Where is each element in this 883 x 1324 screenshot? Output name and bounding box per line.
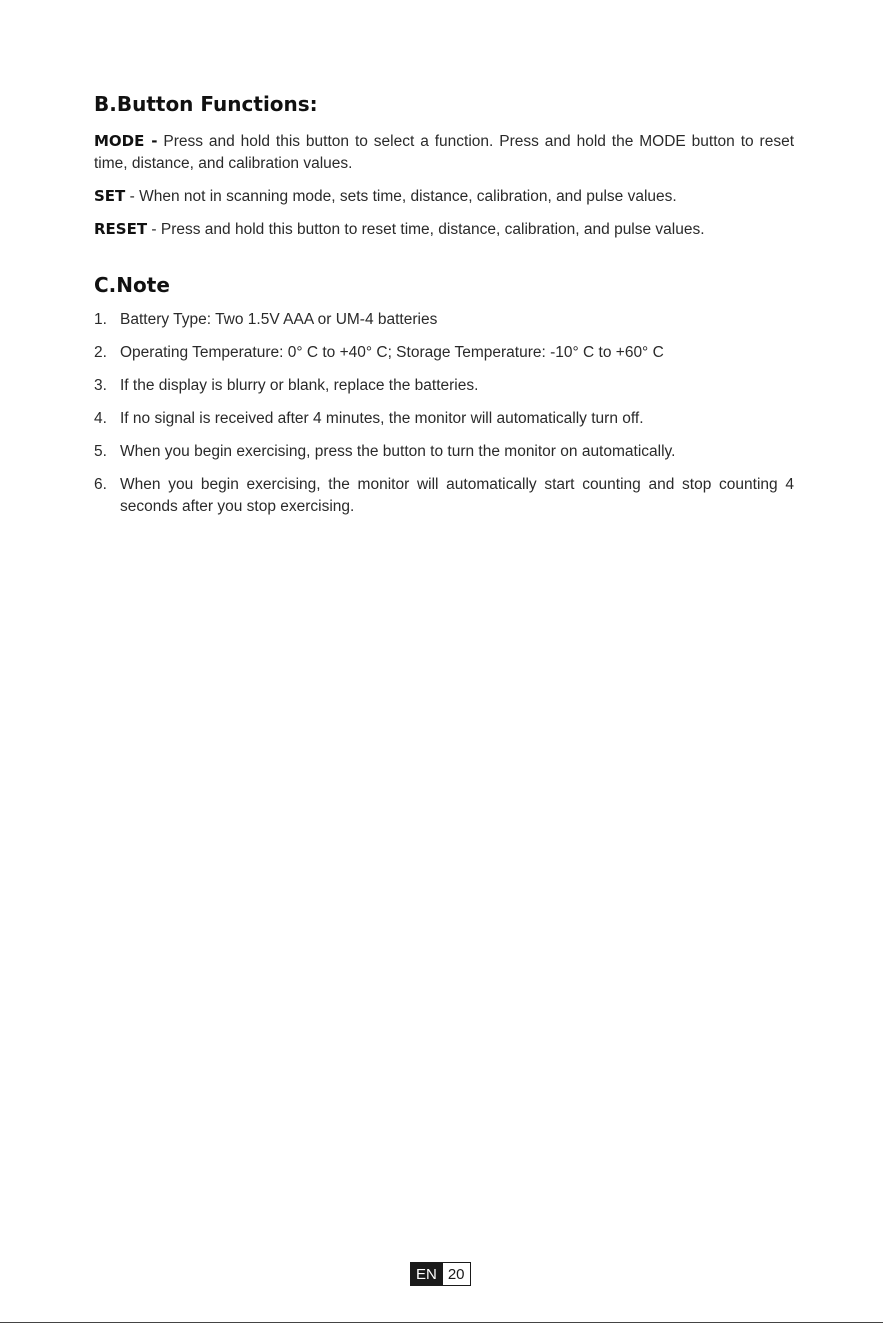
note-number: 3.	[94, 377, 107, 394]
note-item	[94, 309, 794, 331]
note-number: 1.	[94, 311, 107, 328]
note-text: Operating Temperature: 0° C to +40° C; Storage Temperature: -10° C to +60° C	[120, 344, 664, 361]
reset-text: - Press and hold this button to reset time, distance, calibration, and pulse values.	[147, 221, 705, 238]
mode-description	[94, 130, 794, 175]
section-b-heading: B.Button Functions:	[94, 92, 318, 116]
reset-term: RESET	[94, 220, 148, 238]
mode-term: MODE -	[94, 132, 158, 150]
set-text: - When not in scanning mode, sets time, distance, calibration, and pulse values.	[125, 188, 677, 205]
set-term: SET	[94, 187, 126, 205]
mode-text: Press and hold this button to select a function. Press and hold the MODE button to reset time, distance, and calibration values.	[94, 133, 794, 172]
language-badge: EN	[410, 1262, 443, 1286]
note-text: If the display is blurry or blank, replace the batteries.	[120, 377, 479, 394]
reset-description	[94, 218, 794, 241]
bottom-rule	[0, 1322, 883, 1323]
note-item	[94, 342, 794, 364]
note-text: If no signal is received after 4 minutes, the monitor will automatically turn off.	[120, 410, 644, 427]
note-text: When you begin exercising, press the button to turn the monitor on automatically.	[120, 443, 676, 460]
note-number: 5.	[94, 443, 107, 460]
note-text: Battery Type: Two 1.5V AAA or UM-4 batteries	[120, 311, 438, 328]
note-text: When you begin exercising, the monitor will automatically start counting and stop counting 4 seconds after you stop exercising.	[120, 476, 794, 515]
note-item	[94, 474, 794, 518]
section-c-heading: C.Note	[94, 273, 170, 297]
note-number: 6.	[94, 476, 107, 493]
set-description	[94, 185, 794, 208]
note-number: 4.	[94, 410, 107, 427]
page-number: 20	[443, 1262, 471, 1286]
note-item	[94, 441, 794, 463]
note-list	[94, 309, 794, 518]
page-footer	[410, 1262, 471, 1286]
note-item	[94, 408, 794, 430]
page-content	[94, 90, 794, 529]
note-item	[94, 375, 794, 397]
note-number: 2.	[94, 344, 107, 361]
